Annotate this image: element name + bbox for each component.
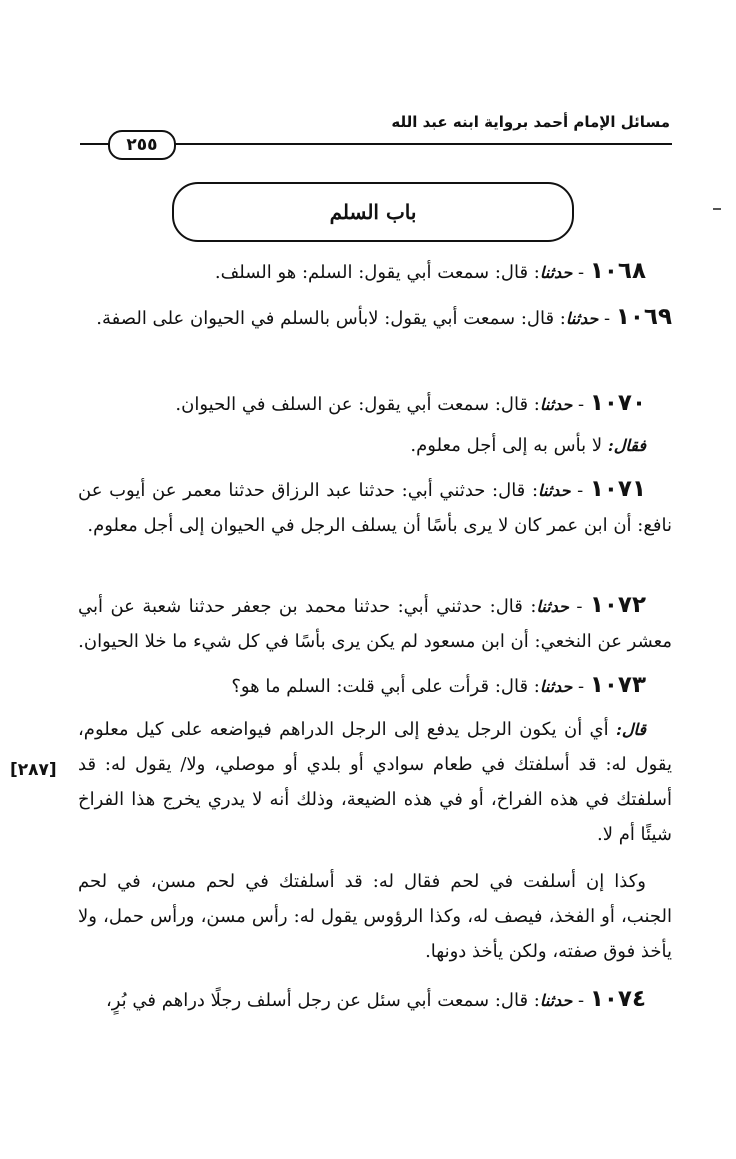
hadith-number: ١٠٦٩	[615, 304, 672, 330]
hadith-number: ١٠٧٤	[589, 986, 646, 1012]
hadith-number: ١٠٧٢	[589, 592, 647, 618]
hadith-number: ١٠٧١	[589, 476, 646, 502]
margin-page-reference: [٢٨٧]	[10, 760, 57, 780]
paragraph-text: قال: سمعت أبي سئل عن رجل أسلف رجلًا دراهم في بُرٍ،	[105, 990, 534, 1011]
paragraph-text: لا بأس به إلى أجل معلوم.	[410, 435, 608, 456]
paragraph-text: قال: قرأت على أبي قلت: السلم ما هو؟	[231, 676, 534, 697]
hadith-number: ١٠٦٨	[589, 258, 646, 284]
paragraph-1074: ١٠٧٤ - حدثنا: قال: سمعت أبي سئل عن رجل أسلف رجلًا دراهم في بُرٍ،	[105, 986, 646, 1012]
paragraph-text: قال: حدثني أبي: حدثنا محمد بن جعفر حدثنا شعبة عن أبي معشر عن النخعي: أن ابن مسعود لم يكن يرى بأسًا في كل شيء ما خلا الحيوان.	[78, 596, 672, 652]
hadith-number: ١٠٧٣	[589, 672, 646, 698]
narration-keyword: حدثنا	[539, 263, 573, 282]
paragraph-meat	[78, 864, 672, 969]
running-header-title: مسائل الإمام أحمد برواية ابنه عبد الله	[391, 113, 670, 131]
paragraph-1068: ١٠٦٨ - حدثنا: قال: سمعت أبي يقول: السلم: هو السلف.	[214, 258, 646, 284]
narration-keyword: حدثنا	[539, 991, 573, 1010]
paragraph-1070: ١٠٧٠ - حدثنا: قال: سمعت أبي يقول: عن السلف في الحيوان.	[175, 390, 646, 416]
paragraph-1071: ١٠٧١ - حدثنا: قال: حدثني أبي: حدثنا عبد الرزاق حدثنا معمر عن أيوب عن نافع: أن ابن عمر كان لا يرى بأسًا أن يسلف الرجل في الحيوان إلى أجل معلوم.	[78, 476, 672, 536]
narration-keyword: حدثنا	[536, 597, 569, 616]
paragraph-text: أي أن يكون الرجل يدفع إلى الرجل الدراهم فيواضعه على كيل معلوم، يقول له: قد أسلفتك في طعام سوادي أو بلدي أو موصلي، ولا/ يقول له: قد أسلفتك في هذه الفراخ، أو في هذه الضيعة، وذلك أنه لا يدري يخرج هذا الفراخ شيئًا أم لا.	[78, 719, 673, 845]
paragraph-text: قال: سمعت أبي يقول: السلم: هو السلف.	[214, 262, 534, 283]
paragraph-text: قال: حدثني أبي: حدثنا عبد الرزاق حدثنا معمر عن أيوب عن نافع: أن ابن عمر كان لا يرى بأسًا أن يسلف الرجل في الحيوان إلى أجل معلوم.	[78, 480, 672, 536]
paragraph-1073: ١٠٧٣ - حدثنا: قال: قرأت على أبي قلت: السلم ما هو؟	[231, 672, 646, 698]
paragraph-answer-1070	[78, 428, 672, 463]
paragraph-text: قال: سمعت أبي يقول: عن السلف في الحيوان.	[175, 394, 534, 415]
chapter-title: باب السلم	[172, 182, 574, 242]
narration-keyword: حدثنا	[539, 395, 573, 414]
hadith-number: ١٠٧٠	[589, 390, 646, 416]
margin-dash	[713, 208, 721, 210]
narration-keyword: حدثنا	[538, 481, 571, 500]
paragraph-text: قال: سمعت أبي يقول: لابأس بالسلم في الحيوان على الصفة.	[96, 308, 560, 329]
page-number: ٢٥٥	[108, 130, 176, 160]
paragraph-1072: ١٠٧٢ - حدثنا: قال: حدثني أبي: حدثنا محمد بن جعفر حدثنا شعبة عن أبي معشر عن النخعي: أن ابن مسعود لم يكن يرى بأسًا في كل شيء ما خلا الحيوان.	[78, 592, 672, 652]
paragraph-1069: ١٠٦٩ - حدثنا: قال: سمعت أبي يقول: لابأس بالسلم في الحيوان على الصفة.	[96, 304, 672, 330]
narration-keyword: حدثنا	[539, 677, 573, 696]
narration-keyword: فقال:	[607, 436, 646, 455]
paragraph-answer-1073	[78, 712, 672, 852]
narration-keyword: حدثنا	[565, 309, 599, 328]
narration-keyword: قال:	[615, 720, 646, 739]
paragraph-text: وكذا إن أسلفت في لحم فقال له: قد أسلفتك في لحم مسن، في لحم الجنب، أو الفخذ، فيصف له، وكذا الرؤوس يقول له: رأس مسن، ورأس حمل، ولا يأخذ فوق صفته، ولكن يأخذ دونها.	[78, 871, 672, 962]
